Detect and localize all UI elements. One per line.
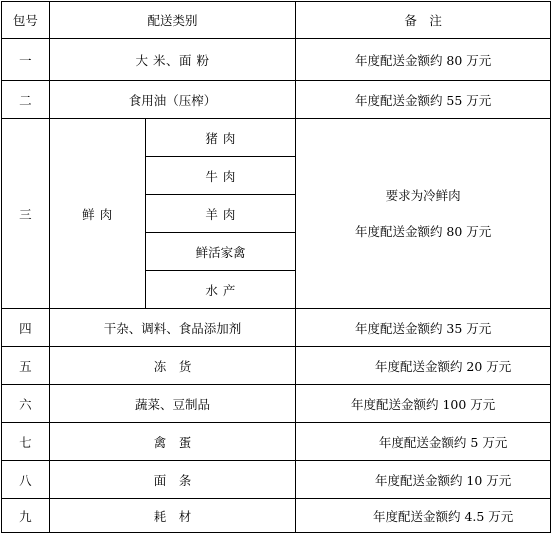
header-row [2, 2, 551, 39]
subcategory-cell: 水 产 [146, 271, 296, 309]
category-cell: 面 条 [49, 461, 296, 499]
package-no: 三 [2, 119, 50, 309]
table-row [2, 347, 551, 385]
table-row [2, 461, 551, 499]
note-cell: 年度配送金额约 20 万元 [296, 347, 551, 385]
category-cell: 食用油（压榨） [49, 81, 296, 119]
package-no: 一 [2, 39, 50, 81]
header-category: 配送类别 [49, 2, 296, 39]
category-cell: 禽 蛋 [49, 423, 296, 461]
note-cell: 年度配送金额约 4.5 万元 [296, 499, 551, 533]
category-cell: 冻 货 [49, 347, 296, 385]
distribution-table [1, 1, 551, 533]
table-row [2, 81, 551, 119]
table-row [2, 119, 551, 157]
package-no: 五 [2, 347, 50, 385]
subcategory-cell: 牛 肉 [146, 157, 296, 195]
package-no: 二 [2, 81, 50, 119]
table-row [2, 385, 551, 423]
category-cell: 干杂、调料、食品添加剂 [49, 309, 296, 347]
note-cell: 年度配送金额约 35 万元 [296, 309, 551, 347]
category-cell: 鲜 肉 [49, 119, 145, 309]
category-cell: 耗 材 [49, 499, 296, 533]
category-cell: 大 米、面 粉 [49, 39, 296, 81]
table-row [2, 499, 551, 533]
package-no: 七 [2, 423, 50, 461]
package-no: 六 [2, 385, 50, 423]
category-cell: 蔬菜、豆制品 [49, 385, 296, 423]
subcategory-cell: 鲜活家禽 [146, 233, 296, 271]
subcategory-cell: 羊 肉 [146, 195, 296, 233]
header-package-no: 包号 [2, 2, 50, 39]
subcategory-cell: 猪 肉 [146, 119, 296, 157]
package-no: 四 [2, 309, 50, 347]
note-cell: 年度配送金额约 10 万元 [296, 461, 551, 499]
note-cell: 年度配送金额约 100 万元 [296, 385, 551, 423]
note-requirement: 要求为冷鲜肉 [385, 187, 461, 203]
note-cell: 年度配送金额约 5 万元 [296, 423, 551, 461]
header-note: 备 注 [296, 2, 551, 39]
table-row [2, 309, 551, 347]
package-no: 九 [2, 499, 50, 533]
table-row [2, 39, 551, 81]
note-cell: 年度配送金额约 80 万元 [296, 39, 551, 81]
note-cell [296, 119, 551, 309]
note-amount: 年度配送金额约 80 万元 [354, 223, 492, 239]
package-no: 八 [2, 461, 50, 499]
note-cell: 年度配送金额约 55 万元 [296, 81, 551, 119]
table-row [2, 423, 551, 461]
